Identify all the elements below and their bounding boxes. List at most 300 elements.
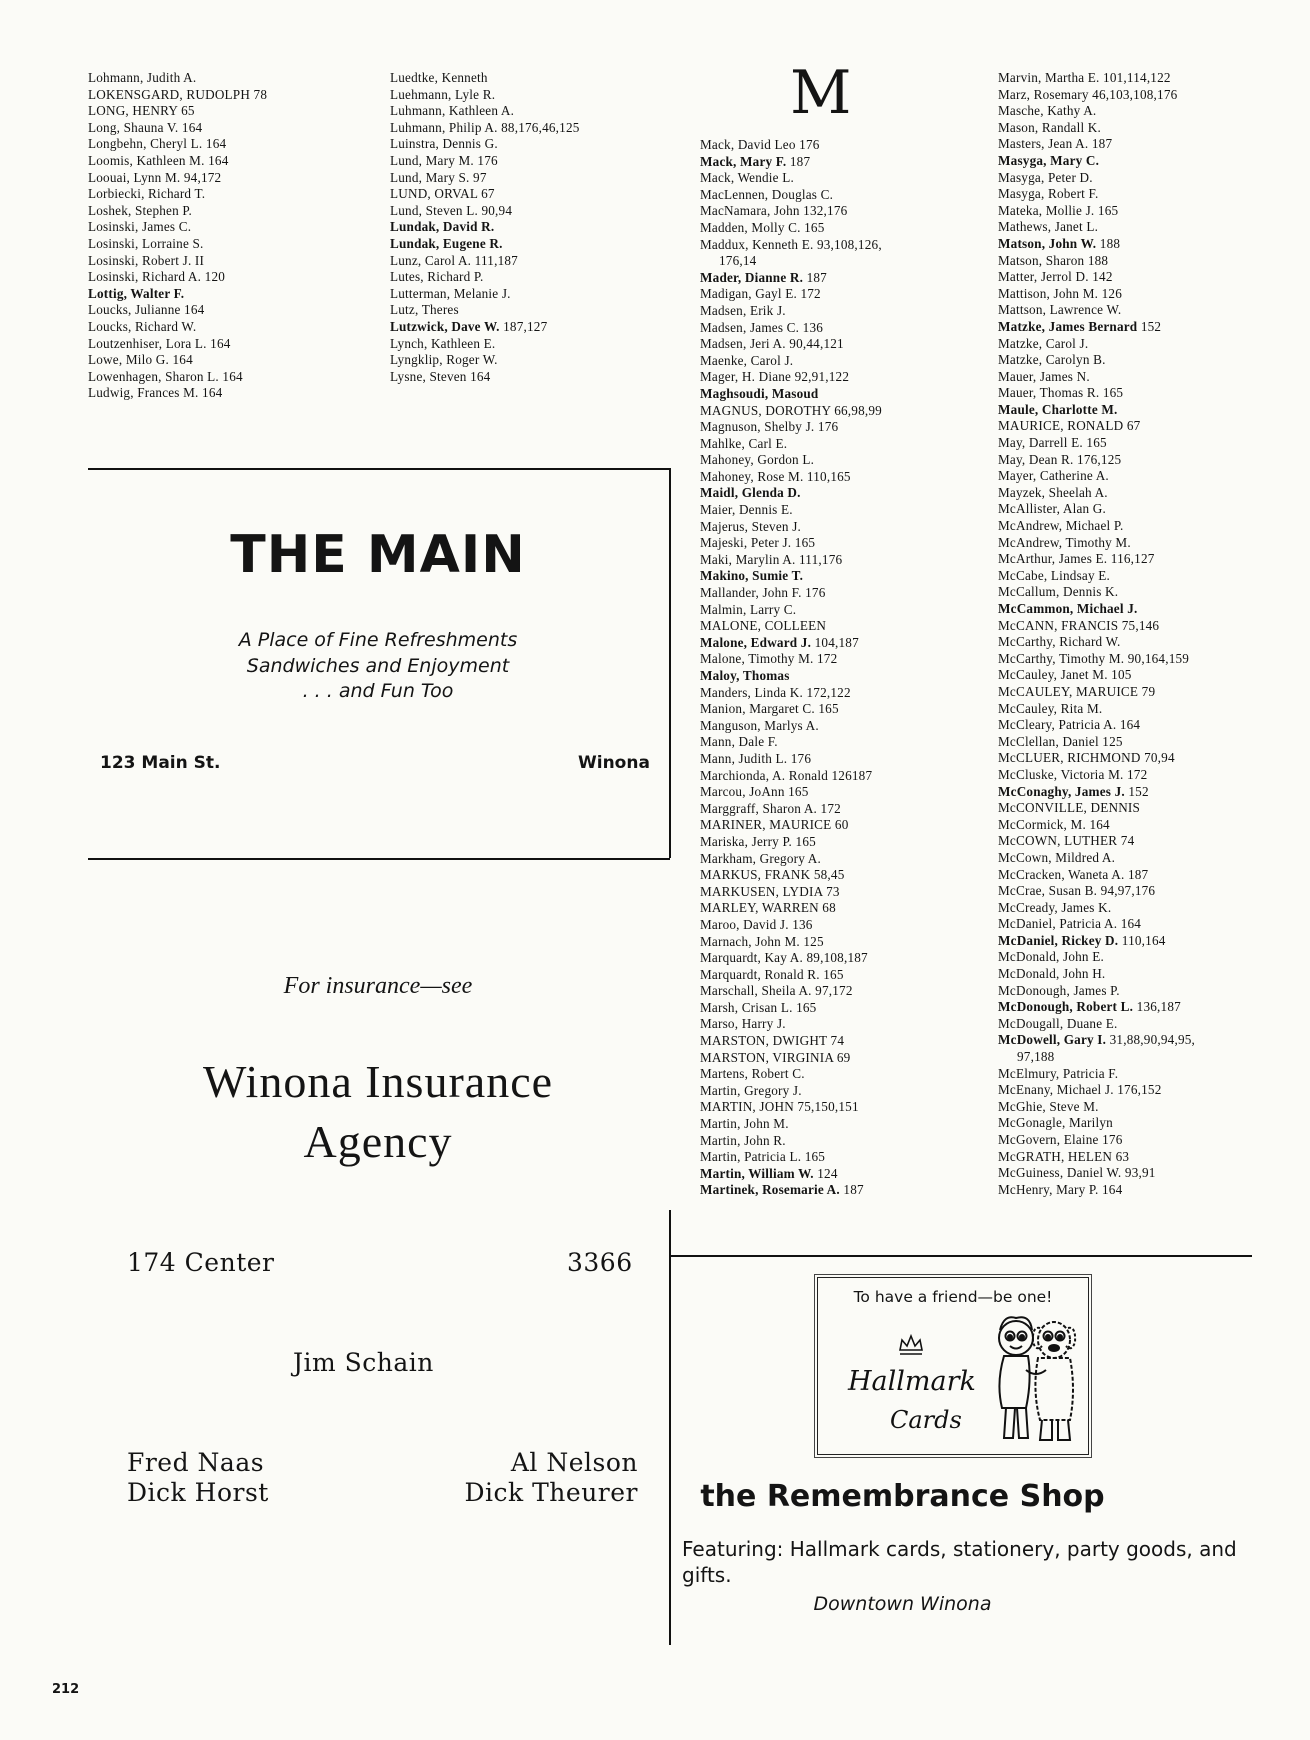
directory-entry [390,336,580,353]
entry-name: Marcou, JoAnn 165 [700,784,809,800]
directory-entry [390,269,580,286]
directory-entry [998,352,1195,369]
directory-entry [88,87,267,104]
the-main-address: 123 Main St. [100,753,221,773]
entry-name: McCauley, Rita M. [998,700,1103,716]
directory-entry [700,469,882,486]
directory-entry [390,153,580,170]
entry-pages: 187,127 [499,318,548,334]
directory-entry [700,436,882,453]
directory-entry [998,286,1195,303]
directory-entry [998,1165,1195,1182]
entry-name: McDaniel, Rickey D. [998,932,1119,948]
entry-name: LOKENSGARD, RUDOLPH 78 [88,86,268,102]
directory-column-2 [390,70,580,385]
directory-entry [998,452,1195,469]
entry-name: Malmin, Larry C. [700,601,797,617]
directory-entry [700,900,882,917]
directory-entry [998,717,1195,734]
entry-name: May, Dean R. 176,125 [998,451,1122,467]
entry-name: Lysne, Steven 164 [390,368,491,384]
entry-name: Martin, John M. [700,1116,789,1132]
directory-entry [998,568,1195,585]
directory-entry [998,684,1195,701]
entry-name: McElmury, Patricia F. [998,1065,1119,1081]
directory-entry [998,651,1195,668]
entry-name: Maule, Charlotte M. [998,401,1118,417]
hallmark-slogan: To have a friend—be one! [853,1288,1053,1306]
directory-entry [88,336,267,353]
entry-name: MAURICE, RONALD 67 [998,418,1141,434]
entry-name: Matzke, Carolyn B. [998,352,1106,368]
entry-name: Mager, H. Diane 92,91,122 [700,369,850,385]
entry-name: Masyga, Mary C. [998,152,1100,168]
directory-entry [998,634,1195,651]
directory-entry [998,253,1195,270]
shop-featuring: Featuring: Hallmark cards, stationery, party goods, and gifts. [682,1537,1237,1587]
entry-name: Mason, Randall K. [998,119,1102,135]
entry-name: Marquardt, Ronald R. 165 [700,966,844,982]
ad-divider-vertical-right [669,1210,671,1645]
entry-name: Majerus, Steven J. [700,518,802,534]
entry-name: Losinski, Lorraine S. [88,235,204,251]
entry-name: McClellan, Daniel 125 [998,733,1123,749]
directory-entry [998,87,1195,104]
ad-divider-vertical-left [669,468,671,858]
directory-entry [700,203,882,220]
directory-entry [700,535,882,552]
directory-entry [998,833,1195,850]
directory-entry [700,320,882,337]
entry-name: Marggraff, Sharon A. 172 [700,800,841,816]
entry-name: Losinski, James C. [88,219,192,235]
directory-entry [998,618,1195,635]
directory-entry [700,651,882,668]
directory-entry [998,601,1195,618]
entry-name: MARLEY, WARREN 68 [700,900,836,916]
directory-entry [998,186,1195,203]
entry-name: Martens, Robert C. [700,1066,805,1082]
entry-name: Matzke, James Bernard [998,318,1138,334]
directory-entry [700,519,882,536]
entry-name: Martin, Gregory J. [700,1082,802,1098]
entry-name: Loucks, Julianne 164 [88,302,205,318]
entry-name: Matson, Sharon 188 [998,252,1109,268]
entry-name: Madsen, Erik J. [700,302,786,318]
entry-name: Majeski, Peter J. 165 [700,535,816,551]
entry-name: MARTIN, JOHN 75,150,151 [700,1099,859,1115]
directory-entry [390,103,580,120]
directory-entry [998,867,1195,884]
ad-divider-hallmark [670,1255,1252,1257]
directory-entry [998,966,1195,983]
hallmark-box [817,1277,1089,1455]
insurance-agent-left-2: Dick Horst [127,1478,269,1507]
directory-entry [700,718,882,735]
entry-pages: 124 [813,1165,838,1181]
entry-name: McCready, James K. [998,899,1112,915]
entry-name: Manion, Margaret C. 165 [700,701,839,717]
entry-name: 97,188 [1017,1049,1055,1065]
directory-entry [998,949,1195,966]
directory-entry [700,1050,882,1067]
directory-entry [390,369,580,386]
directory-entry [700,137,882,154]
directory-entry [998,136,1195,153]
directory-entry [88,369,267,386]
directory-entry [88,70,267,87]
the-main-title: THE MAIN [230,525,526,585]
entry-name: Lutes, Richard P. [390,269,484,285]
directory-entry [998,817,1195,834]
entry-name: Lutz, Theres [390,302,459,318]
entry-name: MacLennen, Douglas C. [700,186,834,202]
entry-name: Maidl, Glenda D. [700,485,801,501]
entry-name: Lundak, Eugene R. [390,235,503,251]
entry-name: Mauer, Thomas R. 165 [998,385,1124,401]
entry-name: Mack, Mary F. [700,153,787,169]
directory-entry [998,501,1195,518]
directory-entry [998,203,1195,220]
directory-entry [390,186,580,203]
directory-entry [390,253,580,270]
entry-name: MARSTON, DWIGHT 74 [700,1033,845,1049]
directory-entry [390,70,580,87]
entry-pages: 110,164 [1118,932,1166,948]
directory-entry [700,751,882,768]
directory-entry [700,452,882,469]
directory-entry [700,1016,882,1033]
directory-entry [998,883,1195,900]
entry-name: Mattson, Lawrence W. [998,302,1122,318]
entry-name: Maier, Dennis E. [700,502,793,518]
entry-name: Martin, Patricia L. 165 [700,1149,826,1165]
entry-name: McCown, Mildred A. [998,849,1116,865]
entry-name: Masters, Jean A. 187 [998,136,1113,152]
entry-name: Lund, Mary M. 176 [390,152,498,168]
directory-entry [998,1082,1195,1099]
entry-name: Long, Shauna V. 164 [88,119,203,135]
entry-name: Lynch, Kathleen E. [390,335,496,351]
insurance-agent-right-1: Al Nelson [510,1448,638,1477]
directory-entry [998,1182,1195,1199]
directory-entry [700,1033,882,1050]
directory-entry [88,319,267,336]
entry-name: Luinstra, Dennis G. [390,136,498,152]
directory-entry [700,286,882,303]
directory-entry [88,103,267,120]
directory-entry [390,286,580,303]
entry-name: McCleary, Patricia A. 164 [998,717,1141,733]
directory-entry [998,1049,1195,1066]
directory-entry [88,286,267,303]
entry-name: Masche, Kathy A. [998,103,1097,119]
entry-name: Mahlke, Carl E. [700,435,788,451]
entry-name: Mahoney, Gordon L. [700,452,815,468]
directory-entry [998,767,1195,784]
entry-name: Magnuson, Shelby J. 176 [700,419,839,435]
entry-name: 176,14 [719,253,757,269]
directory-entry [88,136,267,153]
directory-entry [88,153,267,170]
entry-name: MARKUS, FRANK 58,45 [700,867,845,883]
directory-entry [700,851,882,868]
insurance-see-line: For insurance—see [283,973,473,999]
entry-name: Losinski, Robert J. II [88,252,205,268]
directory-entry [700,253,882,270]
entry-name: McGhie, Steve M. [998,1098,1099,1114]
directory-entry [998,1099,1195,1116]
entry-name: Marchionda, A. Ronald 126187 [700,767,873,783]
entry-name: Mader, Dianne R. [700,269,804,285]
entry-name: Lunz, Carol A. 111,187 [390,252,518,268]
entry-pages: 187 [786,153,811,169]
directory-entry [700,187,882,204]
hallmark-logo-word: Hallmark [848,1366,976,1397]
directory-entry [88,302,267,319]
entry-name: Lowe, Milo G. 164 [88,352,193,368]
insurance-agent-left-1: Fred Naas [127,1448,265,1477]
entry-name: Mallander, John F. 176 [700,585,826,601]
directory-entry [700,834,882,851]
directory-entry [998,103,1195,120]
entry-pages: 31,88,90,94,95, [1106,1032,1196,1048]
entry-name: McAndrew, Timothy M. [998,534,1131,550]
crown-icon [900,1336,922,1354]
directory-entry [700,950,882,967]
entry-name: McGonagle, Marilyn [998,1115,1113,1131]
directory-entry [700,602,882,619]
directory-entry [390,319,580,336]
directory-entry [700,1149,882,1166]
hallmark-logo [828,1318,998,1448]
entry-name: Mayer, Catherine A. [998,468,1109,484]
entry-name: Mahoney, Rose M. 110,165 [700,468,851,484]
entry-name: McCammon, Michael J. [998,601,1138,616]
entry-name: McDonough, James P. [998,982,1120,998]
entry-name: Maddux, Kenneth E. 93,108,126, [700,236,882,252]
directory-entry [998,170,1195,187]
entry-name: Madsen, Jeri A. 90,44,121 [700,336,844,352]
directory-entry [700,1000,882,1017]
entry-name: Mann, Judith L. 176 [700,750,812,766]
directory-entry [700,1083,882,1100]
directory-entry [700,353,882,370]
directory-entry [998,1132,1195,1149]
directory-entry [700,552,882,569]
entry-name: Luhmann, Philip A. 88,176,46,125 [390,119,580,135]
entry-name: McCarthy, Richard W. [998,634,1121,650]
entry-name: Martin, John R. [700,1132,786,1148]
entry-name: LUND, ORVAL 67 [390,186,495,202]
entry-name: May, Darrell E. 165 [998,435,1107,451]
directory-entry [700,618,882,635]
directory-entry [88,219,267,236]
directory-entry [700,983,882,1000]
directory-entry [998,418,1195,435]
entry-name: Luhmann, Kathleen A. [390,103,515,119]
directory-entry [700,934,882,951]
directory-entry [998,236,1195,253]
insurance-agent-main: Jim Schain [293,1348,434,1377]
entry-name: MARINER, MAURICE 60 [700,817,849,833]
directory-entry [998,319,1195,336]
directory-entry [998,336,1195,353]
entry-name: Mariska, Jerry P. 165 [700,833,816,849]
entry-name: Mauer, James N. [998,368,1090,384]
entry-name: Matzke, Carol J. [998,335,1089,351]
insurance-name-line-1: Winona Insurance [202,1056,554,1107]
directory-entry [390,352,580,369]
entry-name: Lohmann, Judith A. [88,70,197,85]
entry-name: Maghsoudi, Masoud [700,385,819,401]
entry-pages: 187 [803,269,827,285]
entry-name: Marsh, Crisan L. 165 [700,999,817,1015]
entry-pages: 136,187 [1133,999,1181,1015]
entry-name: Luedtke, Kenneth [390,70,488,85]
directory-entry [998,1016,1195,1033]
the-main-tagline-1: A Place of Fine Refreshments [238,629,518,651]
directory-entry [998,667,1195,684]
entry-pages: 104,187 [811,634,859,650]
page-number: 212 [52,1682,80,1697]
directory-entry [998,1032,1195,1049]
entry-name: McHenry, Mary P. 164 [998,1181,1123,1197]
directory-entry [700,668,882,685]
directory-entry [998,385,1195,402]
directory-entry [700,784,882,801]
directory-entry [700,369,882,386]
entry-name: Mateka, Mollie J. 165 [998,202,1119,218]
entry-name: Malone, Edward J. [700,634,812,650]
entry-name: Marz, Rosemary 46,103,108,176 [998,86,1178,102]
entry-name: Maki, Marylin A. 111,176 [700,551,843,567]
entry-name: Madsen, James C. 136 [700,319,824,335]
entry-name: McDonald, John H. [998,966,1106,982]
directory-entry [998,435,1195,452]
entry-name: McDougall, Duane E. [998,1015,1118,1031]
directory-entry [700,386,882,403]
entry-name: Loutzenhiser, Lora L. 164 [88,335,231,351]
directory-entry [88,120,267,137]
entry-name: Lund, Mary S. 97 [390,169,487,185]
insurance-name-line-2: Agency [303,1116,453,1167]
entry-name: Maroo, David J. 136 [700,916,813,932]
entry-name: Lutzwick, Dave W. [390,318,500,334]
directory-entry [700,485,882,502]
entry-name: Matson, John W. [998,235,1097,251]
entry-name: McEnany, Michael J. 176,152 [998,1082,1162,1098]
entry-name: Marnach, John M. 125 [700,933,824,949]
entry-name: McCracken, Waneta A. 187 [998,866,1149,882]
directory-entry [998,916,1195,933]
directory-entry [88,186,267,203]
entry-name: McCauley, Janet M. 105 [998,667,1132,683]
entry-name: Mack, Wendie L. [700,170,794,186]
directory-entry [700,1116,882,1133]
directory-entry [390,170,580,187]
entry-name: McDonough, Robert L. [998,999,1134,1015]
directory-entry [998,1066,1195,1083]
entry-name: McGovern, Elaine 176 [998,1132,1123,1147]
entry-name: Mayzek, Sheelah A. [998,484,1108,500]
entry-name: Marschall, Sheila A. 97,172 [700,983,853,999]
entry-name: Mack, David Leo 176 [700,137,820,152]
directory-entry [700,303,882,320]
entry-name: McCormick, M. 164 [998,816,1110,832]
directory-entry [998,468,1195,485]
section-letter: M [790,58,852,128]
directory-entry [88,236,267,253]
directory-entry [700,967,882,984]
entry-name: Ludwig, Frances M. 164 [88,385,223,401]
directory-entry [390,120,580,137]
entry-name: Lundak, David R. [390,219,495,235]
insurance-address: 174 Center [127,1248,275,1277]
entry-name: Lorbiecki, Richard T. [88,186,206,202]
directory-entry [700,884,882,901]
entry-name: McCANN, FRANCIS 75,146 [998,617,1160,633]
directory-entry [700,336,882,353]
the-main-tagline-3: . . . and Fun Too [302,680,454,702]
directory-entry [390,87,580,104]
directory-entry [998,900,1195,917]
directory-entry [998,800,1195,817]
entry-name: Madigan, Gayl E. 172 [700,286,821,302]
entry-name: McCluske, Victoria M. 172 [998,766,1148,782]
directory-entry [700,701,882,718]
entry-name: Markham, Gregory A. [700,850,821,866]
directory-entry [998,535,1195,552]
directory-entry [390,302,580,319]
entry-name: Loomis, Kathleen M. 164 [88,152,229,168]
entry-pages: 188 [1096,235,1121,251]
entry-name: Lutterman, Melanie J. [390,285,511,301]
entry-name: Marquardt, Kay A. 89,108,187 [700,950,868,966]
ad-divider-top [88,468,670,470]
entry-name: Loucks, Richard W. [88,318,197,334]
directory-entry [700,237,882,254]
friends-illustration-icon [986,1308,1078,1448]
directory-entry [700,917,882,934]
directory-entry [390,219,580,236]
directory-entry [700,419,882,436]
directory-entry [700,270,882,287]
entry-name: McAllister, Alan G. [998,501,1107,517]
entry-name: McCrae, Susan B. 94,97,176 [998,883,1156,899]
entry-name: Masyga, Peter D. [998,169,1093,185]
entry-name: Luehmann, Lyle R. [390,86,496,102]
entry-name: McDonald, John E. [998,949,1104,965]
directory-entry [998,983,1195,1000]
directory-entry [998,120,1195,137]
insurance-phone: 3366 [567,1248,633,1277]
directory-entry [700,403,882,420]
entry-pages: 152 [1137,318,1162,334]
directory-entry [700,801,882,818]
directory-entry [390,203,580,220]
entry-name: McCabe, Lindsay E. [998,567,1111,583]
shop-location: Downtown Winona [813,1593,992,1615]
directory-entry [998,784,1195,801]
directory-entry [998,485,1195,502]
directory-entry [700,154,882,171]
directory-entry [88,170,267,187]
entry-name: McCLUER, RICHMOND 70,94 [998,750,1175,766]
entry-name: McCAULEY, MARUICE 79 [998,683,1156,699]
directory-entry [998,999,1195,1016]
entry-name: McAndrew, Michael P. [998,518,1124,534]
